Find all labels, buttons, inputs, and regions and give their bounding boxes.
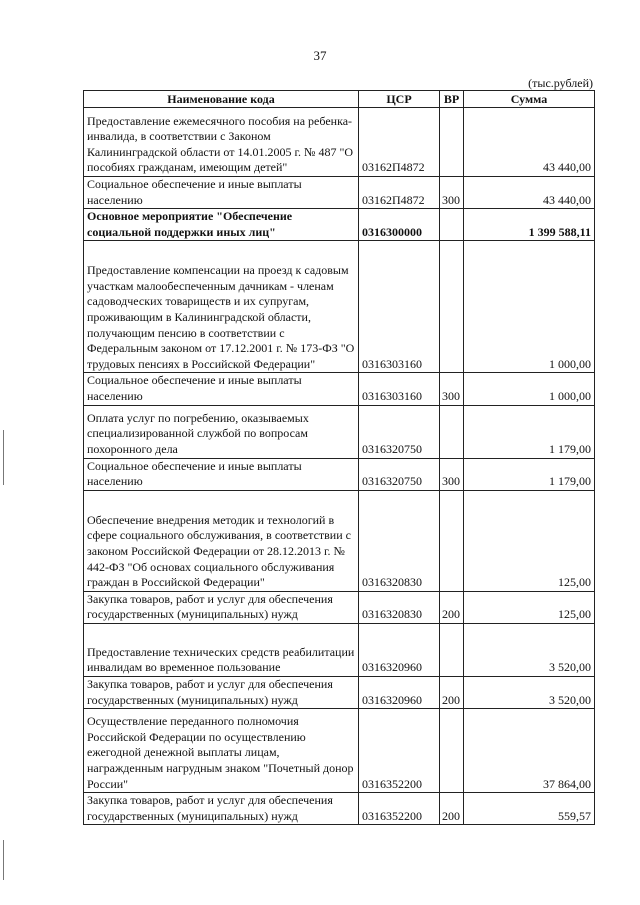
vr-cell: [440, 405, 464, 458]
name-cell: Социальное обеспечение и иные выплаты населению: [84, 177, 359, 209]
table-row: [84, 177, 595, 209]
sum-cell: 43 440,00: [464, 108, 595, 177]
table-row: [84, 458, 595, 490]
sum-cell: 125,00: [464, 490, 595, 591]
vr-cell: [440, 490, 464, 591]
page-number: 37: [313, 48, 327, 63]
sum-cell: 1 000,00: [464, 241, 595, 373]
table-row: [84, 793, 595, 825]
vr-cell: 300: [440, 177, 464, 209]
vr-cell: [440, 709, 464, 793]
budget-table: [83, 90, 595, 825]
csr-cell: 0316320960: [359, 676, 440, 708]
vr-cell: [440, 108, 464, 177]
sum-cell: 125,00: [464, 591, 595, 623]
vr-cell: [440, 209, 464, 241]
name-cell: Социальное обеспечение и иные выплаты населению: [84, 458, 359, 490]
table-row: [84, 676, 595, 708]
vr-cell: [440, 241, 464, 373]
csr-cell: 0316303160: [359, 241, 440, 373]
header-name: Наименование кода: [84, 91, 359, 108]
sum-cell: 3 520,00: [464, 623, 595, 676]
csr-cell: 0316320830: [359, 591, 440, 623]
csr-cell: 0316320750: [359, 458, 440, 490]
vr-cell: 200: [440, 676, 464, 708]
name-cell: Закупка товаров, работ и услуг для обеспечения государственных (муниципальных) нужд: [84, 676, 359, 708]
csr-cell: 0316303160: [359, 373, 440, 405]
name-cell: Обеспечение внедрения методик и технологий в сфере социального обслуживания, в соответствии с законом Российской Федерации от 28.12.2013 г. № 442-ФЗ "Об основах социального обслуживания граждан в Российской Федерации": [84, 490, 359, 591]
margin-mark: [3, 430, 4, 485]
vr-cell: 200: [440, 793, 464, 825]
name-cell: Закупка товаров, работ и услуг для обеспечения государственных (муниципальных) нужд: [84, 591, 359, 623]
csr-cell: 0316300000: [359, 209, 440, 241]
sum-cell: 1 399 588,11: [464, 209, 595, 241]
table-row: [84, 591, 595, 623]
name-cell: Основное мероприятие "Обеспечение социальной поддержки иных лиц": [84, 209, 359, 241]
table-row: [84, 405, 595, 458]
vr-cell: [440, 623, 464, 676]
csr-cell: 0316352200: [359, 709, 440, 793]
table-row: [84, 709, 595, 793]
csr-cell: 0316320830: [359, 490, 440, 591]
sum-cell: 37 864,00: [464, 709, 595, 793]
sum-cell: 1 179,00: [464, 405, 595, 458]
table-row: [84, 373, 595, 405]
name-cell: Закупка товаров, работ и услуг для обеспечения государственных (муниципальных) нужд: [84, 793, 359, 825]
table-row: [84, 623, 595, 676]
name-cell: Осуществление переданного полномочия Российской Федерации по осуществлению ежегодной денежной выплаты лицам, награжденным нагрудным знаком "Почетный донор России": [84, 709, 359, 793]
table-row: [84, 108, 595, 177]
name-cell: Социальное обеспечение и иные выплаты населению: [84, 373, 359, 405]
name-cell: Предоставление технических средств реабилитации инвалидам во временное пользование: [84, 623, 359, 676]
csr-cell: 03162П4872: [359, 108, 440, 177]
sum-cell: 3 520,00: [464, 676, 595, 708]
table-row: [84, 241, 595, 373]
csr-cell: 03162П4872: [359, 177, 440, 209]
csr-cell: 0316320960: [359, 623, 440, 676]
header-sum: Сумма: [464, 91, 595, 108]
sum-cell: 1 179,00: [464, 458, 595, 490]
name-cell: Предоставление компенсации на проезд к садовым участкам малообеспеченным дачникам - членам садоводческих товариществ и их супругам, проживающим в Калининградской области, получающим пенсию в соответствии с Федеральным законом от 17.12.2001 г. № 173-ФЗ "О трудовых пенсиях в Российской Федерации": [84, 241, 359, 373]
name-cell: Предоставление ежемесячного пособия на ребенка-инвалида, в соответствии с Законом Калининградской области от 14.01.2005 г. № 487 "О пособиях гражданам, имеющим детей": [84, 108, 359, 177]
csr-cell: 0316320750: [359, 405, 440, 458]
sum-cell: 1 000,00: [464, 373, 595, 405]
name-cell: Оплата услуг по погребению, оказываемых специализированной службой по вопросам похоронного дела: [84, 405, 359, 458]
header-csr: ЦСР: [359, 91, 440, 108]
vr-cell: 200: [440, 591, 464, 623]
margin-mark: [3, 840, 4, 880]
table-row: [84, 209, 595, 241]
table-header-row: [84, 91, 595, 108]
table-body: [84, 108, 595, 825]
csr-cell: 0316352200: [359, 793, 440, 825]
sum-cell: 43 440,00: [464, 177, 595, 209]
vr-cell: 300: [440, 458, 464, 490]
table-row: [84, 490, 595, 591]
sum-cell: 559,57: [464, 793, 595, 825]
header-vr: ВР: [440, 91, 464, 108]
units-label: (тыс.рублей): [528, 76, 593, 90]
vr-cell: 300: [440, 373, 464, 405]
